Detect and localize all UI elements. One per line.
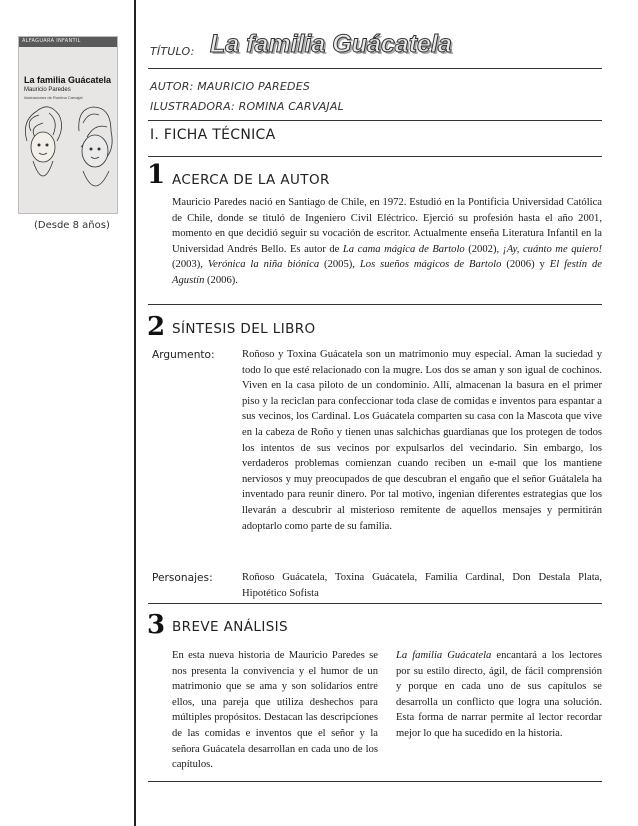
work-title: El festín de Agustín: [172, 259, 602, 286]
age-recommendation: (Desde 8 años): [34, 220, 110, 231]
work-title: Verónica la niña biónica: [207, 259, 320, 271]
author-bio-paragraph: Mauricio Paredes nació en Santiago de Chile, en 1972. Estudió en la Pontificia Universidad Católica de Chile, donde se tituló de Ingeniero Civil Eléctrico. Ejerció su profesión hasta el año 2001, momento en que decidió seguir su vocación de escritor. Actualmente enseña Literatura Infantil en la Universidad Andrés Bello. Es autor de La cama mágica de Bartolo (2002), ¡Ay, cuánto me quiero! (2003), Verónica la niña biónica (2005), Los sueños mágicos de Bartolo (2006) y El festín de Agustín (2006).: [172, 197, 602, 286]
book-title: La familia Guácatela: [210, 30, 452, 58]
section-title-sintesis: SÍNTESIS DEL LIBRO: [172, 321, 316, 337]
book-title-inline: La familia Guácatela: [396, 650, 492, 661]
section-title-analisis: BREVE ANÁLISIS: [172, 619, 289, 635]
rule-divider: [148, 156, 602, 157]
section-number: 3: [147, 610, 166, 640]
work-title: Los sueños mágicos de Bartolo: [359, 259, 502, 271]
work-title: ¡Ay, cuánto me quiero!: [502, 243, 602, 255]
rule-divider: [148, 120, 602, 121]
characters-label: Personajes:: [152, 572, 213, 584]
argument-paragraph: Roñoso y Toxina Guácatela son un matrimonio muy especial. Aman la suciedad y todo lo que esté relacionado con la mugre. Los dos se aman y son igual de cochinos. Viven en la casa piloto de un condominio. Allí, almacenan la basura en el primer piso y la reciclan para confeccionar toda clase de comidas e inventos para espantar a sus vecinos, los Cardinal. Los Guácatela comparten su casa con la Mascota que vive en la cabeza de Roño y tienen unas salchichas guardianas que los protegen de todos los intentos de sus vecinos por expulsarlos del vecindario. Sin embargo, los verdaderos problemas comienzan cuando reciben un e-mail que los mantiene nerviosos y muy preocupados de que descubran el engaño que el señor Guátalela ha inventado para reunir dinero. Por tal motivo, ingenian diferentes estrategias que los llevarán a descubrir al misterioso remitente de aquellos mensajes y permitirán adoptarlo como parte de su familia.: [242, 349, 602, 532]
rule-divider: [148, 304, 602, 305]
cover-title: La familia Guácatela: [24, 75, 112, 85]
author-line: AUTOR: MAURICIO PAREDES: [150, 80, 311, 93]
section-title-autor: ACERCA DE LA AUTOR: [172, 172, 330, 188]
argument-label: Argumento:: [152, 349, 215, 361]
characters-paragraph: Roñoso Guácatela, Toxina Guácatela, Familia Cardinal, Don Destala Plata, Hipotético Sofista: [242, 572, 602, 599]
section-number: 2: [147, 312, 166, 342]
cover-illustrator: ilustraciones de Romina Carvajal: [24, 95, 83, 100]
analysis-left-paragraph: En esta nueva historia de Mauricio Paredes se nos presenta la convivencia y el humor de un matrimonio que se ama y son solidarios entre ellos, una pareja que utiliza deshechos para múltiples propósitos. Destacan las descripciones de las comidas e inventos que el señor y la señora Guácatela desarrollan en cada uno de los capítulos.: [172, 650, 378, 771]
illustrator-line: ILUSTRADORA: ROMINA CARVAJAL: [150, 100, 344, 113]
rule-divider: [148, 781, 602, 782]
analysis-right-paragraph: La familia Guácatela encantará a los lectores por su estilo directo, ágil, de fácil comprensión y porque en cada uno de sus capítulos se desarrolla un conflicto que logra una solución. Esta forma de narrar permite al lector recordar mejor lo que ha sucedido en la historia.: [396, 650, 602, 739]
section-number: 1: [147, 160, 166, 190]
cover-author: Mauricio Paredes: [24, 87, 71, 93]
section-heading-ficha: I. FICHA TÉCNICA: [150, 127, 276, 143]
work-title: La cama mágica de Bartolo: [342, 243, 465, 255]
title-label: TÍTULO:: [150, 45, 195, 58]
rule-divider: [148, 68, 602, 69]
cover-illustration: [19, 101, 117, 213]
rule-divider: [148, 603, 602, 604]
cover-series-label: ALFAGUARA INFANTIL: [22, 38, 81, 44]
column-divider: [134, 0, 136, 826]
book-cover-image: [18, 36, 118, 214]
